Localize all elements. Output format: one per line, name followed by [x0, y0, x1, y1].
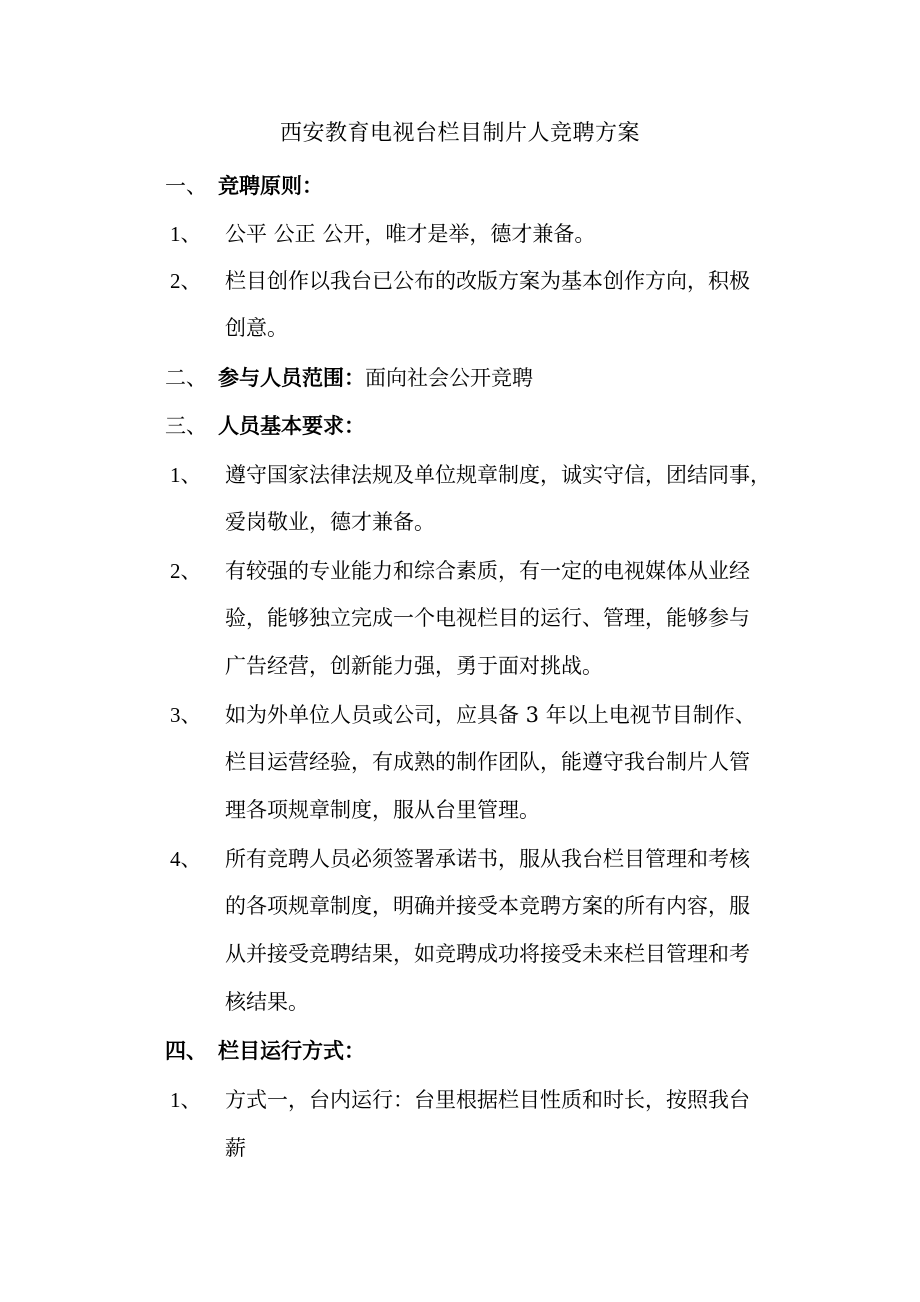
section-4-number: 四、: [165, 1038, 207, 1063]
section-3-heading: 人员基本要求：: [218, 413, 365, 438]
section-3-item-1-line-1: 遵守国家法律法规及单位规章制度，诚实守信，团结同事，: [225, 463, 771, 487]
section-3-item-1-line-2: 爱岗敬业，德才兼备。: [225, 510, 435, 534]
section-3-item-3-line-1: 如为外单位人员或公司，应具备 3 年以上电视节目制作、: [225, 703, 756, 727]
section-1-item-2-number: 2、: [170, 269, 202, 293]
section-2-heading-line: [218, 362, 533, 394]
section-3-item-4-number: 4、: [170, 847, 202, 871]
section-1-heading: 竞聘原则：: [218, 173, 323, 198]
section-3-item-4-line-4: 核结果。: [225, 990, 309, 1014]
section-3-item-3-line-3: 理各项规章制度，服从台里管理。: [225, 798, 540, 822]
section-1-number: 一、: [165, 174, 207, 198]
section-3-item-2-number: 2、: [170, 559, 202, 583]
section-3-item-4-line-1: 所有竞聘人员必须签署承诺书，服从我台栏目管理和考核: [225, 847, 750, 871]
section-3-item-1-number: 1、: [170, 463, 202, 487]
section-3-item-2-line-1: 有较强的专业能力和综合素质，有一定的电视媒体从业经: [225, 559, 750, 583]
section-4-item-1-line-1: 方式一，台内运行：台里根据栏目性质和时长，按照我台: [225, 1088, 750, 1112]
section-2-heading: 参与人员范围：: [218, 365, 365, 390]
section-2-number: 二、: [165, 366, 207, 390]
section-4-item-1-line-2: 薪: [225, 1136, 246, 1160]
section-1-item-2-line-1: 栏目创作以我台已公布的改版方案为基本创作方向，积极: [225, 269, 750, 293]
section-3-item-4-line-2: 的各项规章制度，明确并接受本竞聘方案的所有内容，服: [225, 894, 750, 918]
section-3-item-2-line-3: 广告经营，创新能力强，勇于面对挑战。: [225, 654, 603, 678]
section-1-item-1-number: 1、: [170, 222, 202, 246]
section-4-item-1-number: 1、: [170, 1088, 202, 1112]
document-title: 西安教育电视台栏目制片人竞聘方案: [279, 121, 640, 146]
section-4-heading: 栏目运行方式：: [218, 1038, 365, 1063]
section-1-item-1-line-1: 公平 公正 公开，唯才是举，德才兼备。: [225, 222, 596, 246]
section-2-inline-text: 面向社会公开竞聘: [365, 366, 533, 390]
section-3-item-4-line-3: 从并接受竞聘结果，如竞聘成功将接受未来栏目管理和考: [225, 942, 750, 966]
section-3-number: 三、: [165, 414, 207, 438]
section-3-item-2-line-2: 验，能够独立完成一个电视栏目的运行、管理，能够参与: [225, 606, 750, 630]
section-1-item-2-line-2: 创意。: [225, 316, 288, 340]
section-3-item-3-number: 3、: [170, 703, 202, 727]
section-3-item-3-line-2: 栏目运营经验，有成熟的制作团队，能遵守我台制片人管: [225, 750, 750, 774]
